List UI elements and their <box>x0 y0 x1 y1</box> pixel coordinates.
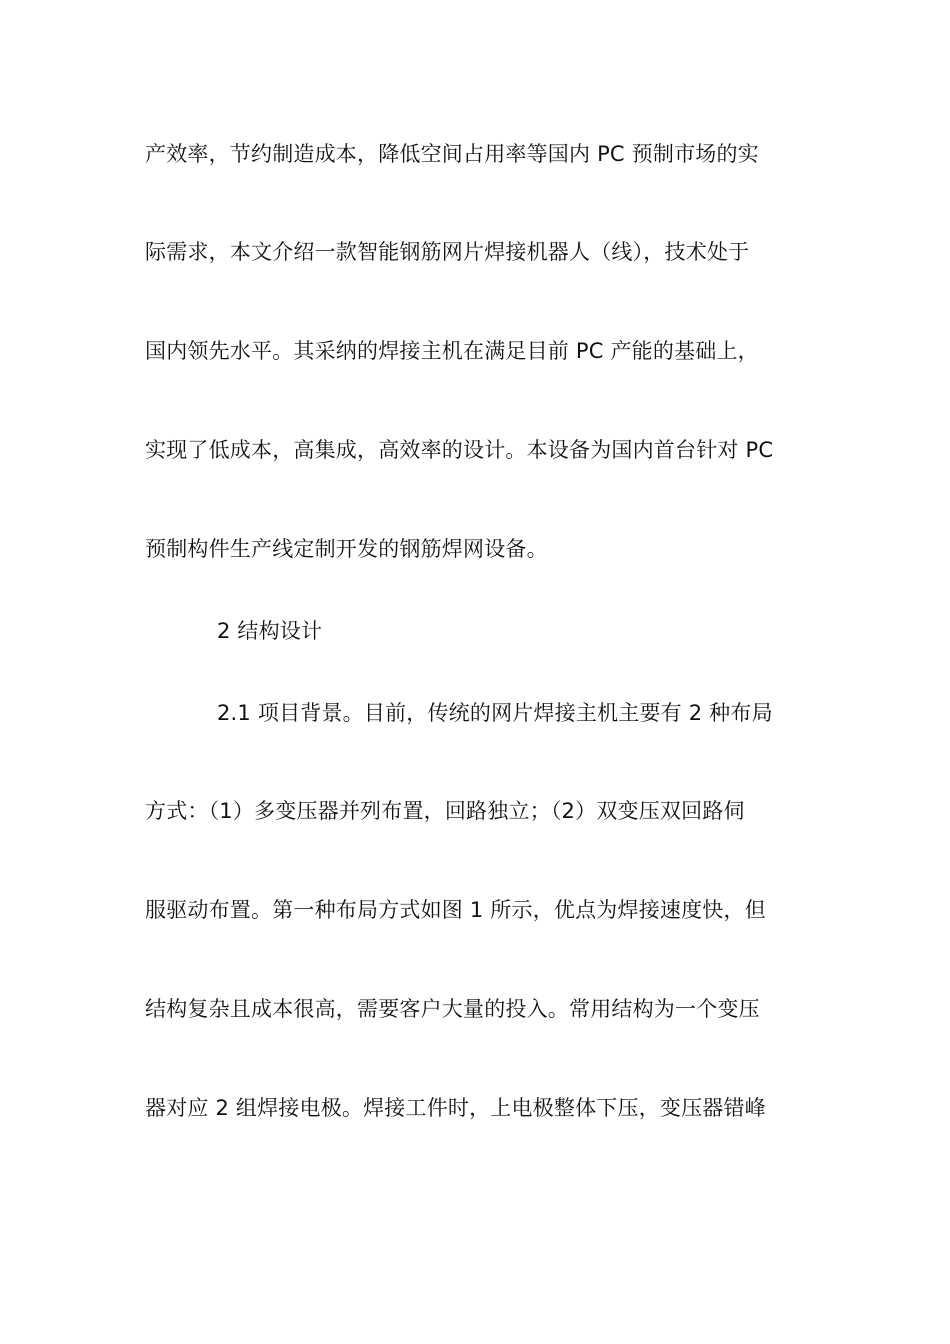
paragraph-line: 方式：（1）多变压器并列布置，回路独立；（2）双变压双回路伺 <box>145 799 745 823</box>
paragraph-line: 2.1 项目背景。目前，传统的网片焊接主机主要有 2 种布局 <box>217 701 773 725</box>
paragraph-line: 国内领先水平。其采纳的焊接主机在满足目前 PC 产能的基础上， <box>145 339 759 363</box>
paragraph-line: 产效率，节约制造成本，降低空间占用率等国内 PC 预制市场的实 <box>145 142 759 166</box>
section-heading: 2 结构设计 <box>217 619 323 643</box>
paragraph-line: 服驱动布置。第一种布局方式如图 1 所示，优点为焊接速度快，但 <box>145 898 766 922</box>
paragraph-line: 预制构件生产线定制开发的钢筋焊网设备。 <box>145 537 548 561</box>
paragraph-line: 实现了低成本，高集成，高效率的设计。本设备为国内首台针对 PC <box>145 438 774 462</box>
paragraph-line: 结构复杂且成本很高，需要客户大量的投入。常用结构为一个变压 <box>145 997 760 1021</box>
paragraph-line: 际需求，本文介绍一款智能钢筋网片焊接机器人（线），技术处于 <box>145 240 750 264</box>
paragraph-line: 器对应 2 组焊接电极。焊接工件时，上电极整体下压，变压器错峰 <box>145 1096 766 1120</box>
